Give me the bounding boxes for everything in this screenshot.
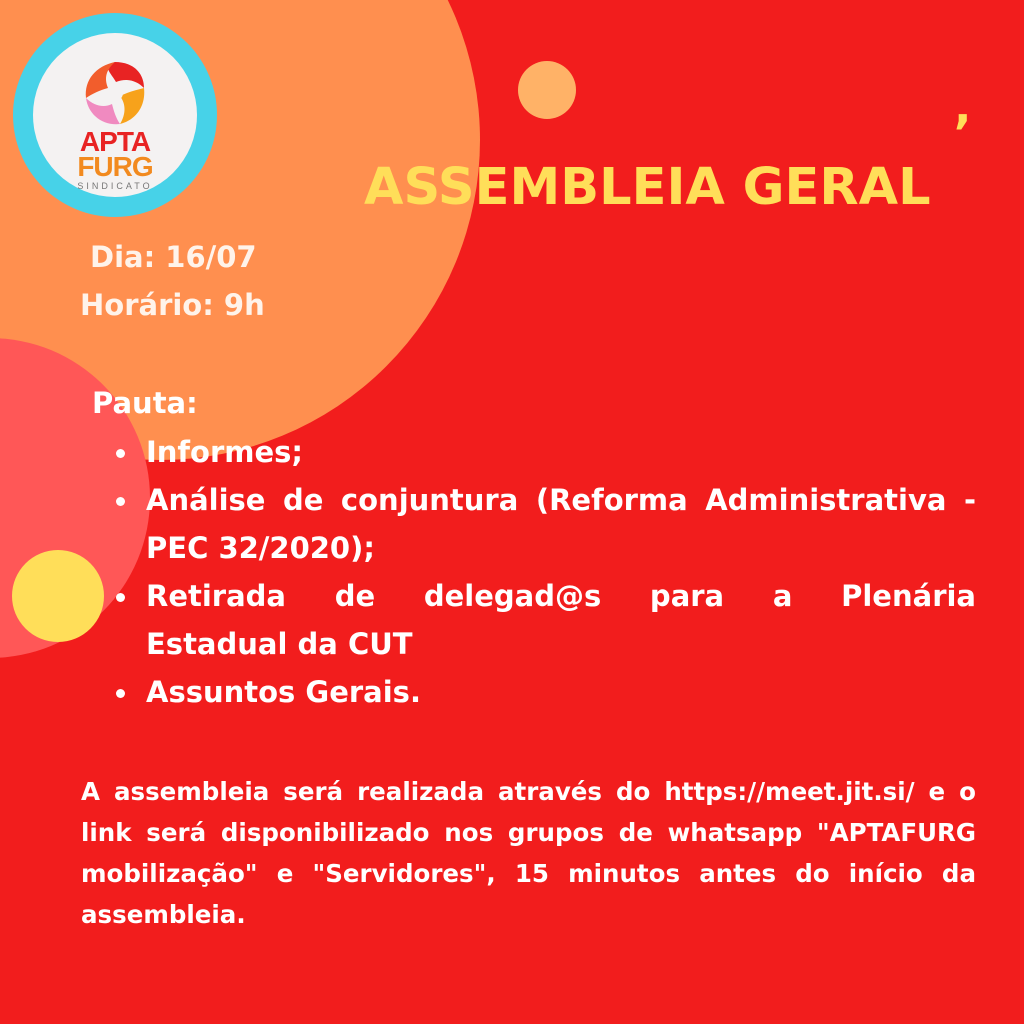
bullet [116,593,125,602]
event-time: Horário: 9h [80,288,265,322]
agenda-item-informes [108,428,976,476]
agenda-item-assuntos-gerais [108,668,976,716]
logo-name-line2: FURG [77,151,153,182]
agenda-item-delegados [108,572,976,668]
bullet [116,449,125,458]
agenda-list [108,428,976,716]
meeting-note: A assembleia será realizada através do https://meet.jit.si/ e o link será disponibilizado nos grupos de whatsapp "APTAFURG mobilização" e "Servidores", 15 minutos antes do início da assembleia. [81,777,976,929]
agenda-item-label: Análise de conjuntura (Reforma Administrativa - PEC 32/2020); [146,483,976,565]
bullet [116,497,125,506]
bullet [116,689,125,698]
agenda-item-label: Informes; [146,435,304,469]
stray-comma: , [954,80,972,134]
agenda-item-label-line1: Retirada de delegad@s para a Plenária [146,579,976,613]
agenda-item-label: Assuntos Gerais. [146,675,421,709]
decorative-small-orange-circle [518,61,576,119]
logo-name-line1: APTA [79,126,151,157]
decorative-yellow-circle [12,550,104,642]
agenda-item-label-line2: Estadual da CUT [146,627,413,661]
logo [13,13,217,217]
logo-subtitle: SINDICATO [77,181,153,191]
logo-swirl-icon [80,58,150,128]
agenda-item-conjuntura [108,476,976,572]
logo-disc [33,33,197,197]
event-title: ASSEMBLEIA GERAL [364,158,931,217]
agenda-heading: Pauta: [92,386,198,420]
event-date: Dia: 16/07 [90,240,257,274]
